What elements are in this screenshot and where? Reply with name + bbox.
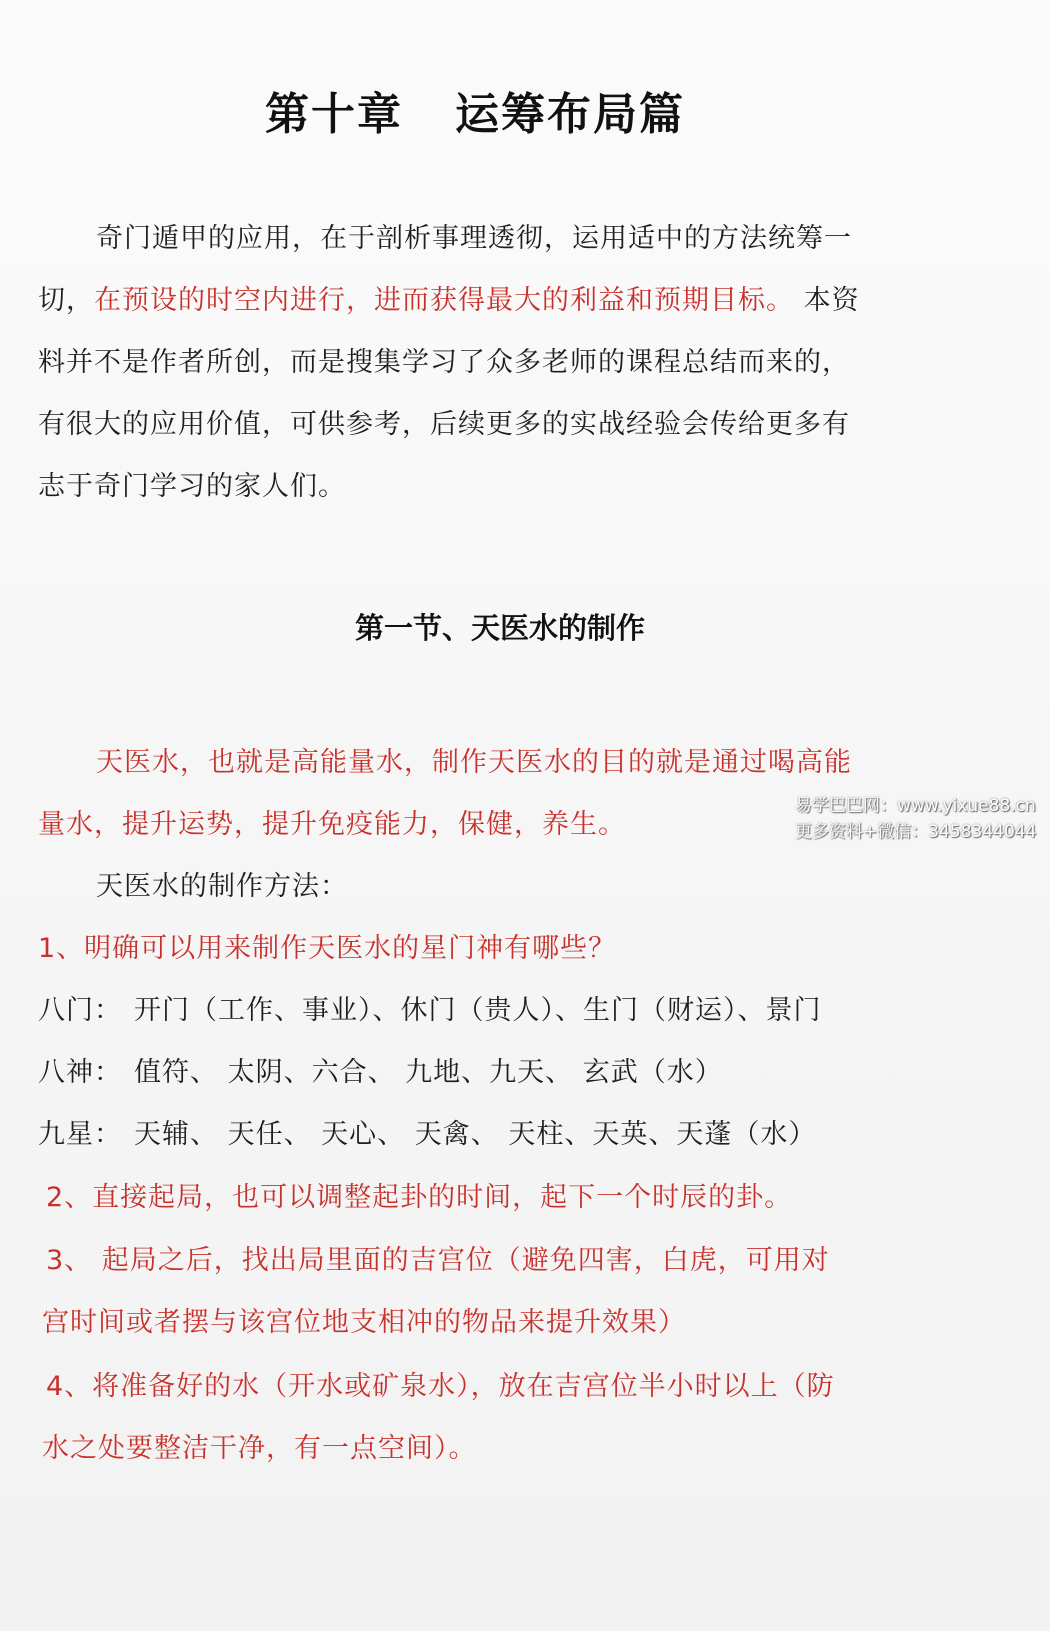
method-heading: 天医水的制作方法： [96,871,348,902]
step-3-line-2: 宫时间或者摆与该宫位地支相冲的物品来提升效果） [42,1307,686,1338]
chapter-title [0,78,950,142]
chapter-number: 第十章 [265,89,403,140]
intro-line-2-start: 切， [38,285,94,316]
bamen-items: 开门（工作、事业）、休门（贵人）、生门（财运）、景门 [134,995,822,1026]
bashen-items: 值符、 太阴、六合、 九地、九天、 玄武（水） [134,1057,723,1088]
desc-line-1: 天医水，也就是高能量水，制作天医水的目的就是通过喝高能 [96,747,852,778]
bashen-label: 八神： [38,1057,122,1088]
intro-line-2-end: 本资 [794,285,860,316]
step-4-line-2: 水之处要整洁干净，有一点空间）。 [42,1433,477,1464]
intro-line-5: 志于奇门学习的家人们。 [38,471,346,502]
intro-line-4: 有很大的应用价值，可供参考，后续更多的实战经验会传给更多有 [38,409,850,440]
step-4-line-1: 4、将准备好的水（开水或矿泉水），放在吉宫位半小时以上（防 [46,1371,835,1402]
watermark-line-1: 易学巴巴网：www.yixue88.cn [795,796,1036,816]
intro-line-2 [38,281,860,321]
step-3-line-1: 3、 起局之后，找出局里面的吉宫位（避免四害，白虎，可用对 [46,1245,830,1276]
jiuxing-label: 九星： [38,1119,122,1150]
intro-highlight: 在预设的时空内进行，进而获得最大的利益和预期目标。 [94,285,794,316]
jiuxing-row [38,1115,816,1155]
bamen-row [38,991,822,1031]
section-title: 第一节、天医水的制作 [354,611,645,645]
jiuxing-items: 天辅、 天任、 天心、 天禽、 天柱、天英、天蓬（水） [134,1119,817,1150]
step-2: 2、直接起局，也可以调整起卦的时间，起下一个时辰的卦。 [46,1182,793,1213]
desc-line-2: 量水，提升运势，提升免疫能力，保健，养生。 [38,809,626,840]
step-1: 1、明确可以用来制作天医水的星门神有哪些？ [38,933,617,964]
chapter-name: 运筹布局篇 [455,89,685,140]
watermark-line-2: 更多资料+微信：3458344044 [795,822,1037,842]
intro-line-1: 奇门遁甲的应用，在于剖析事理透彻，运用适中的方法统筹一 [96,223,852,254]
bashen-row [38,1053,723,1093]
bamen-label: 八门： [38,995,122,1026]
intro-line-3: 料并不是作者所创，而是搜集学习了众多老师的课程总结而来的， [38,347,850,378]
